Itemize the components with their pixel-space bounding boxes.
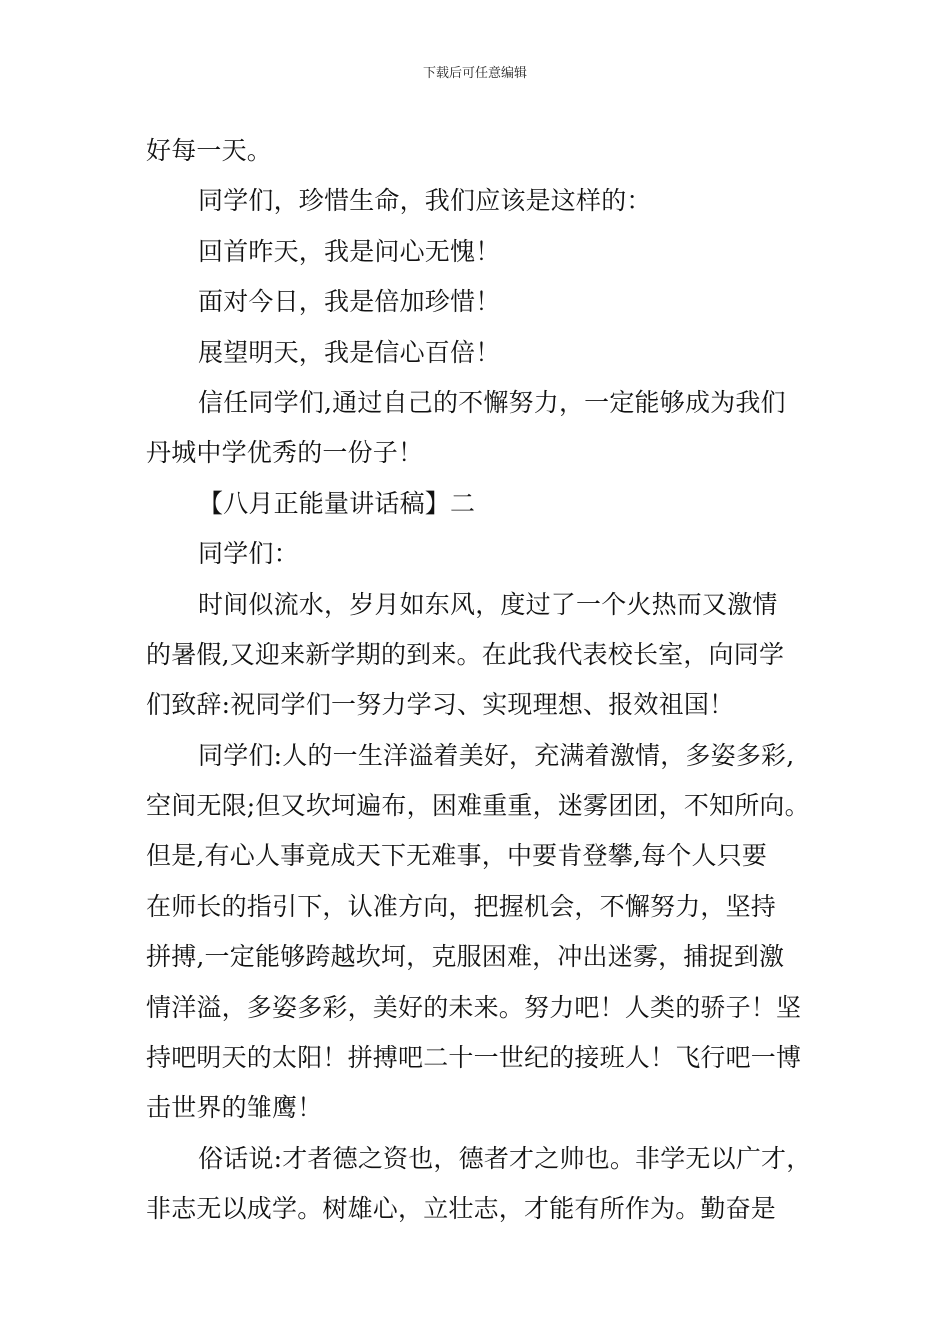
page-header: 下载后可任意编辑 <box>422 66 527 81</box>
text-line: 时间似流水，岁月如东风，度过了一个火热而又激情 <box>198 589 778 619</box>
section-heading: 【八月正能量讲话稿】二 <box>198 488 476 518</box>
text-line: 信任同学们,通过自己的不懈努力，一定能够成为我们 <box>198 387 786 417</box>
text-line: 但是,有心人事竟成天下无难事，中要肯登攀,每个人只要 <box>146 841 768 871</box>
text-line: 同学们:人的一生洋溢着美好，充满着激情，多姿多彩, <box>198 740 795 770</box>
text-line: 情洋溢，多姿多彩，美好的未来。努力吧！人类的骄子！坚 <box>146 992 802 1022</box>
salutation: 同学们： <box>198 539 299 569</box>
text-line: 非志无以成学。树雄心，立壮志，才能有所作为。勤奋是 <box>146 1194 777 1224</box>
text-line: 回首昨天，我是问心无愧！ <box>198 236 501 266</box>
text-line: 们致辞:祝同学们一努力学习、实现理想、报效祖国！ <box>146 690 735 720</box>
text-line: 展望明天，我是信心百倍！ <box>198 337 501 367</box>
document-body <box>146 126 822 1235</box>
text-line: 持吧明天的太阳！拼搏吧二十一世纪的接班人！飞行吧一博 <box>146 1043 802 1073</box>
text-line: 面对今日，我是倍加珍惜！ <box>198 287 501 317</box>
text-line: 击世界的雏鹰！ <box>146 1093 323 1123</box>
text-line: 的暑假,又迎来新学期的到来。在此我代表校长室，向同学 <box>146 639 785 669</box>
text-line: 拼搏,一定能够跨越坎坷，克服困难，冲出迷雾，捕捉到激 <box>146 942 785 972</box>
text-line: 丹城中学优秀的一份子！ <box>146 438 424 468</box>
text-line: 同学们，珍惜生命，我们应该是这样的： <box>198 186 652 216</box>
text-line: 好每一天。 <box>146 136 273 165</box>
text-line: 俗话说:才者德之资也，德者才之帅也。非学无以广才， <box>198 1143 812 1173</box>
text-line: 在师长的指引下，认准方向，把握机会，不懈努力，坚持 <box>146 891 777 921</box>
text-line: 空间无限;但又坎坷遍布，困难重重，迷雾团团，不知所向。 <box>146 791 810 821</box>
